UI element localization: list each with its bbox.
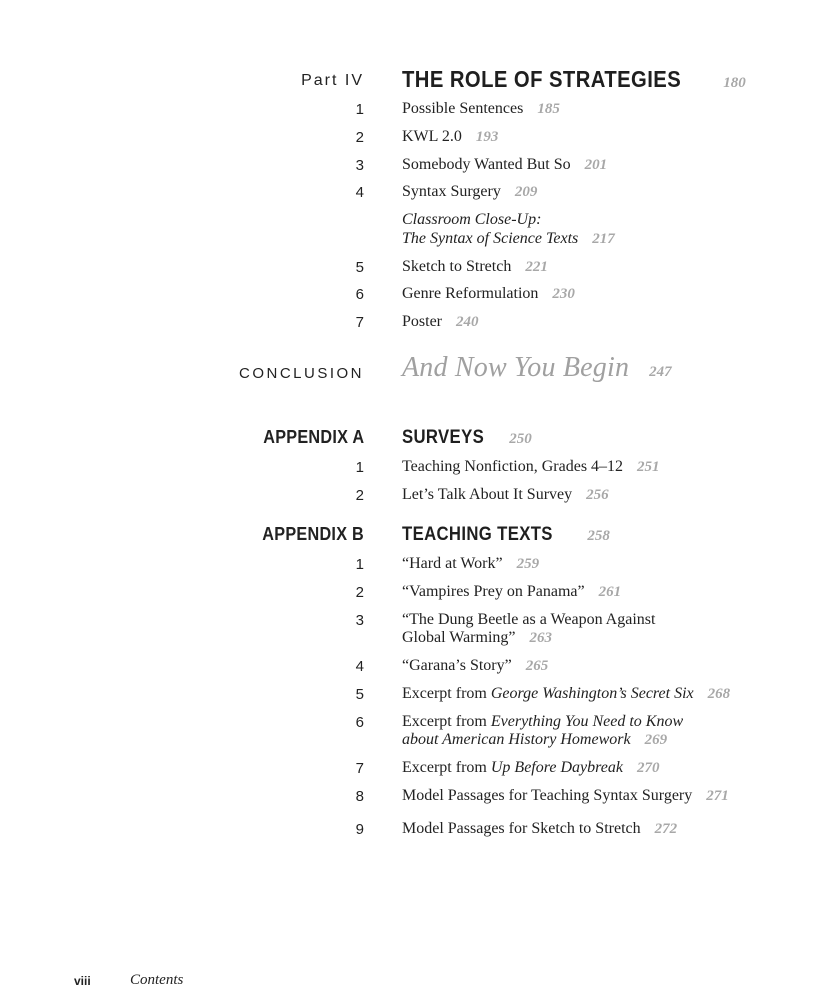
page-number: 259	[516, 556, 540, 572]
entry-number: 1	[355, 556, 364, 573]
entry-book-title: Up Before Daybreak	[490, 759, 623, 776]
part-4-title-line	[402, 66, 746, 93]
entry-number: 7	[355, 760, 364, 777]
entry-number: 6	[355, 714, 364, 731]
conclusion-title: And Now You Begin	[402, 352, 630, 383]
page-number: 251	[637, 459, 660, 475]
appendix-a-label: APPENDIX A	[262, 427, 364, 447]
closeup-line-2: The Syntax of Science Texts	[402, 230, 579, 247]
entry-title-line-2: Global Warming”	[402, 629, 516, 646]
page-number: 247	[649, 364, 672, 380]
appendix-b-title: TEACHING TEXTS	[402, 524, 553, 545]
page-number: 272	[654, 821, 678, 837]
entry-number: 4	[355, 658, 364, 675]
footer-running-title: Contents	[130, 972, 184, 988]
page-number: 240	[456, 314, 479, 330]
part-label: Part IV	[301, 72, 364, 89]
entry-number: 8	[355, 788, 364, 805]
entry-number: 1	[355, 101, 364, 118]
entry-title: “Garana’s Story”	[402, 657, 512, 674]
page-number: 201	[584, 157, 608, 173]
entry-title: Poster	[402, 313, 442, 330]
entry-prefix: Excerpt from	[402, 685, 491, 702]
conclusion-label: CONCLUSION	[238, 365, 364, 382]
page-number: 271	[706, 788, 729, 804]
entry-number: 6	[355, 286, 364, 303]
page-number: 263	[529, 630, 552, 646]
entry-title: KWL 2.0	[402, 128, 462, 145]
entry-title: Model Passages for Teaching Syntax Surgery	[402, 787, 693, 804]
entry-number: 5	[355, 686, 364, 703]
entry-title: Genre Reformulation	[402, 285, 539, 302]
entry-number: 1	[355, 459, 364, 476]
page-number: 230	[552, 286, 575, 302]
entry-book-title-line-2: about American History Homework	[402, 731, 631, 748]
page-number: 209	[514, 184, 538, 200]
entry-prefix: Excerpt from	[402, 713, 491, 730]
closeup-line-1: Classroom Close-Up:	[402, 211, 542, 228]
entry-title-line-1: “The Dung Beetle as a Weapon Against	[402, 611, 656, 628]
entry-number: 2	[355, 584, 364, 601]
entry-number: 2	[355, 487, 364, 504]
page-number: 270	[636, 760, 660, 776]
entry-number: 2	[355, 129, 364, 146]
entry-title: Let’s Talk About It Survey	[402, 486, 573, 503]
page-number: 250	[509, 431, 532, 447]
page-number: 217	[592, 231, 615, 247]
entry-title: Model Passages for Sketch to Stretch	[402, 820, 641, 837]
page-number: 256	[586, 487, 609, 503]
entry-book-title: George Washington’s Secret Six	[490, 685, 694, 702]
page-number: 185	[537, 101, 560, 117]
page-number: 258	[587, 528, 610, 544]
page-number: 221	[525, 259, 548, 275]
page-number: 265	[525, 658, 549, 674]
appendix-a-title: SURVEYS	[402, 427, 485, 448]
entry-number: 5	[355, 259, 364, 276]
page-number: 193	[475, 129, 499, 145]
entry-title: Somebody Wanted But So	[402, 156, 571, 173]
entry-title: Syntax Surgery	[402, 183, 501, 200]
part-title: THE ROLE OF STRATEGIES	[402, 66, 682, 92]
entry-title: “Vampires Prey on Panama”	[402, 583, 585, 600]
page-number: 261	[598, 584, 622, 600]
page-number: 269	[644, 732, 668, 748]
entry-title: Possible Sentences	[402, 100, 524, 117]
entry-number: 3	[355, 612, 364, 629]
entry-number: 7	[355, 314, 364, 331]
entry-title: “Hard at Work”	[402, 555, 503, 572]
page-number: 268	[707, 686, 731, 702]
entry-title: Teaching Nonfiction, Grades 4–12	[402, 458, 624, 475]
footer-page-number: viii	[74, 974, 91, 988]
entry-number: 3	[355, 157, 364, 174]
page-number: 180	[723, 75, 746, 91]
entry-title: Sketch to Stretch	[402, 258, 512, 275]
entry-book-title-line-1: Everything You Need to Know	[490, 713, 684, 730]
entry-prefix: Excerpt from	[402, 759, 491, 776]
entry-number: 9	[355, 821, 364, 838]
appendix-b-label: APPENDIX B	[262, 524, 364, 544]
entry-number: 4	[355, 184, 364, 201]
